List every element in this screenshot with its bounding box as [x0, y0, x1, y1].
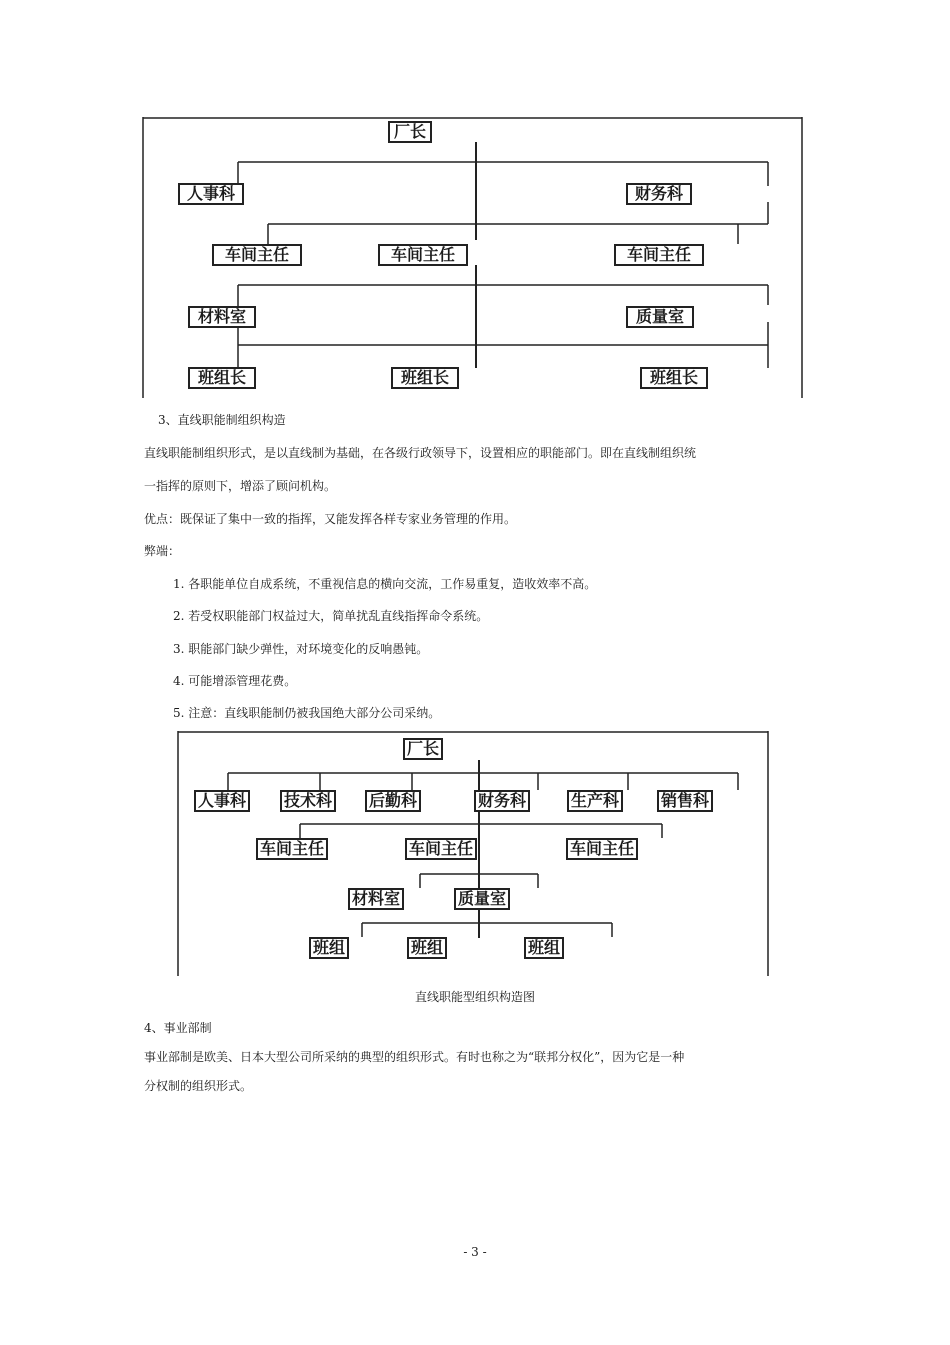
materials-room-box: 材料室	[188, 306, 256, 328]
tech-dept-box: 技术科	[280, 790, 336, 812]
workshop-director-box-2: 车间主任	[378, 244, 468, 266]
workshop-director-box-1: 车间主任	[256, 838, 328, 860]
disadvantages-label: 弊端：	[144, 544, 181, 558]
workshop-director-box-2: 车间主任	[405, 838, 477, 860]
quality-room-box: 质量室	[454, 888, 510, 910]
hr-dept-box: 人事科	[178, 183, 244, 205]
disadvantage-item-4: 4. 可能增添管理花费。	[173, 674, 297, 688]
factory-director-box: 厂长	[403, 738, 443, 760]
disadvantage-item-3: 3. 职能部门缺少弹性，对环境变化的反响愚钝。	[173, 642, 429, 656]
team-box-2: 班组	[407, 937, 447, 959]
finance-dept-box: 财务科	[626, 183, 692, 205]
advantages-text: 优点：既保证了集中一致的指挥，又能发挥各样专家业务管理的作用。	[144, 512, 517, 526]
section3-paragraph-line2: 一指挥的原则下，增添了顾问机构。	[144, 479, 337, 493]
workshop-director-box-1: 车间主任	[212, 244, 302, 266]
disadvantage-item-1: 1. 各职能单位自成系统，不重视信息的横向交流，工作易重复，造收效率不高。	[173, 577, 597, 591]
factory-director-box: 厂长	[388, 121, 432, 143]
disadvantage-item-2: 2. 若受权职能部门权益过大，简单扰乱直线指挥命令系统。	[173, 609, 489, 623]
workshop-director-box-3: 车间主任	[566, 838, 638, 860]
quality-room-box: 质量室	[626, 306, 694, 328]
page-number: - 3 -	[463, 1245, 487, 1259]
finance-dept-box: 财务科	[474, 790, 530, 812]
section3-heading: 3、直线职能制组织构造	[158, 413, 286, 427]
production-dept-box: 生产科	[567, 790, 623, 812]
hr-dept-box: 人事科	[194, 790, 250, 812]
workshop-director-box-3: 车间主任	[614, 244, 704, 266]
section3-paragraph-line1: 直线职能制组织形式，是以直线制为基础，在各级行政领导下，设置相应的职能部门。即在直线制组织统	[144, 446, 697, 460]
team-box-1: 班组	[309, 937, 349, 959]
figure-caption: 直线职能型组织构造图	[414, 990, 535, 1004]
team-leader-box-3: 班组长	[640, 367, 708, 389]
team-box-3: 班组	[524, 937, 564, 959]
disadvantage-item-5: 5. 注意：直线职能制仍被我国绝大部分公司采纳。	[173, 706, 441, 720]
section4-heading: 4、事业部制	[144, 1021, 212, 1035]
section4-paragraph-line1: 事业部制是欧美、日本大型公司所采纳的典型的组织形式。有时也称之为“联邦分权化”，因为它是一种	[144, 1050, 685, 1064]
sales-dept-box: 销售科	[657, 790, 713, 812]
team-leader-box-1: 班组长	[188, 367, 256, 389]
section4-paragraph-line2: 分权制的组织形式。	[144, 1079, 253, 1093]
team-leader-box-2: 班组长	[391, 367, 459, 389]
logistics-dept-box: 后勤科	[365, 790, 421, 812]
materials-room-box: 材料室	[348, 888, 404, 910]
